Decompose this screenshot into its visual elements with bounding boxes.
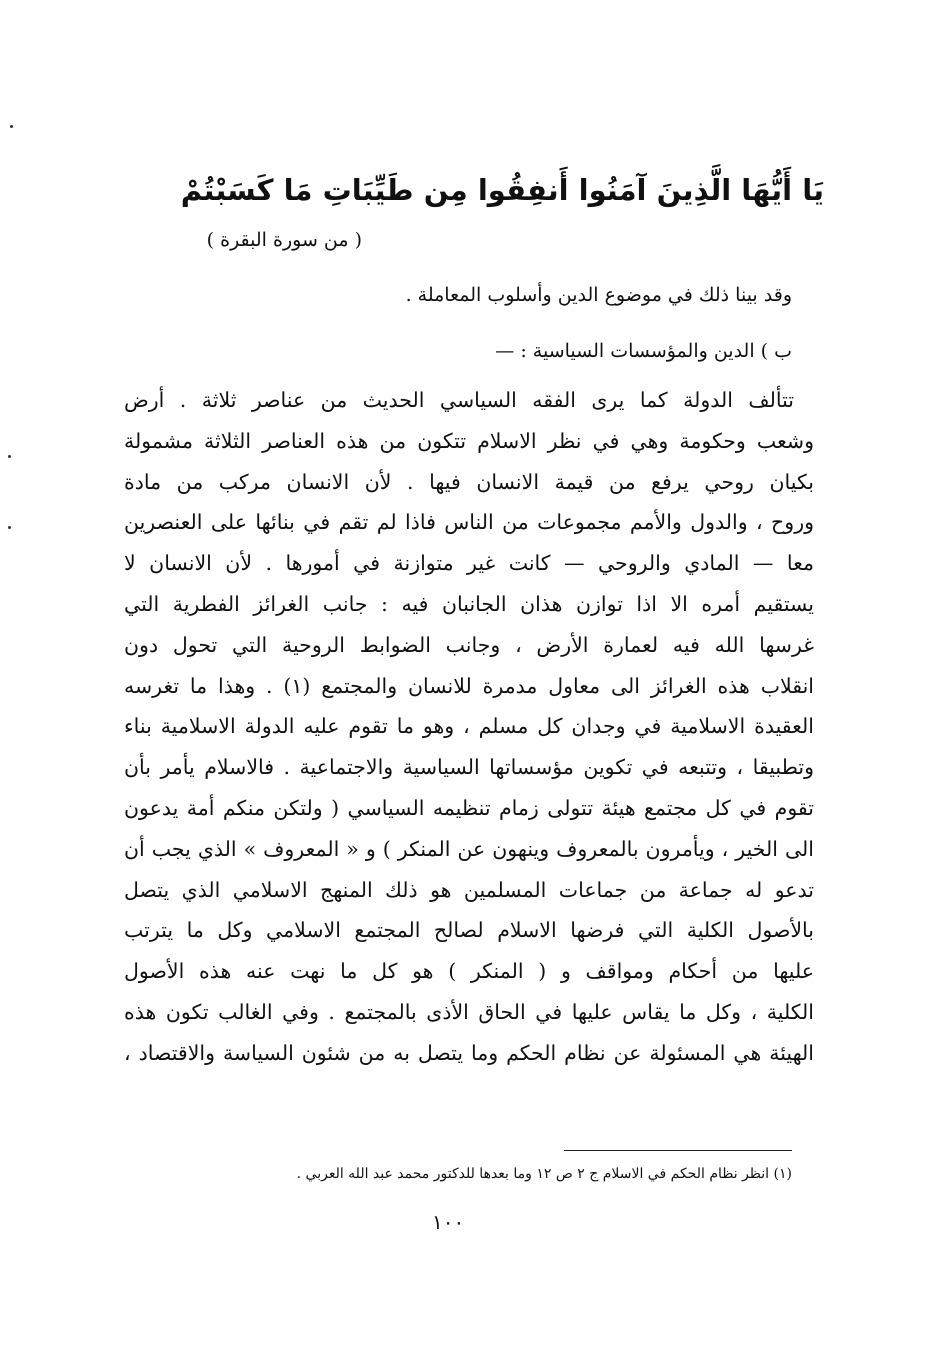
body-line: بكيان روحي يرفع من قيمة الانسان فيها . لأن الانسان مركب من مادة	[124, 469, 814, 494]
footnote: (١) انظر نظام الحكم في الاسلام ج ٢ ص ١٢ وما بعدها للدكتور محمد عبد الله العربي .	[296, 1166, 792, 1182]
body-paragraph	[124, 380, 814, 1074]
scan-speck	[10, 125, 13, 128]
body-line: غرسها الله فيه لعمارة الأرض ، وجانب الضوابط الروحية التي تحول دون	[124, 632, 814, 657]
body-line: الهيئة هي المسئولة عن نظام الحكم وما يتصل به من شئون السياسة والاقتصاد ،	[124, 1040, 814, 1065]
body-line: الكلية ، وكل ما يقاس عليها في الحاق الأذى بالمجتمع . وفي الغالب تكون هذه	[124, 999, 814, 1024]
page-number: ١٠٠	[432, 1210, 465, 1234]
intro-line: وقد بينا ذلك في موضوع الدين وأسلوب المعاملة .	[405, 284, 792, 306]
body-line: العقيدة الاسلامية في وجدان كل مسلم ، وهو ما تقوم عليه الدولة الاسلامية بناء	[124, 714, 814, 739]
body-line: بالأصول الكلية التي فرضها الاسلام لصالح المجتمع الاسلامي وكل ما يترتب	[124, 918, 814, 943]
body-line: وشعب وحكومة وهي في نظر الاسلام تتكون من هذه العناصر الثلاثة مشمولة	[124, 428, 814, 453]
scan-speck	[8, 455, 11, 458]
body-line: معا — المادي والروحي — كانت غير متوازنة في أمورها . لأن الانسان لا	[124, 551, 814, 576]
body-line: وتطبيقا ، وتتبعه في تكوين مؤسساتها السياسية والاجتماعية . فالاسلام يأمر بأن	[124, 755, 814, 780]
body-line: تقوم في كل مجتمع هيئة تتولى زمام تنظيمه السياسي ( ولتكن منكم أمة يدعون	[124, 795, 814, 820]
body-line: الى الخير ، ويأمرون بالمعروف وينهون عن المنكر ) و « المعروف » الذي يجب أن	[124, 836, 814, 861]
body-line: تدعو له جماعة من جماعات المسلمين هو ذلك المنهج الاسلامي الذي يتصل	[124, 877, 814, 902]
verse-source: ( من سورة البقرة )	[206, 229, 362, 251]
body-line: انقلاب هذه الغرائز الى معاول مدمرة للانسان والمجتمع (١) . وهذا ما تغرسه	[124, 673, 814, 698]
body-line: تتألف الدولة كما يرى الفقه السياسي الحديث من عناصر ثلاثة . أرض	[124, 388, 794, 412]
quran-verse: يَا أَيُّهَا الَّذِينَ آمَنُوا أَنفِقُوا مِن طَيِّبَاتِ مَا كَسَبْتُمْ	[180, 173, 824, 207]
section-heading: ب ) الدين والمؤسسات السياسية : —	[495, 340, 792, 362]
footnote-divider	[564, 1150, 792, 1151]
body-line: يستقيم أمره الا اذا توازن هذان الجانبان فيه : جانب الغرائز الفطرية التي	[124, 591, 814, 616]
body-line: وروح ، والدول والأمم مجموعات من الناس فاذا لم تقم في بنائها على العنصرين	[124, 510, 814, 535]
scan-speck	[8, 526, 11, 529]
body-line: عليها من أحكام ومواقف و ( المنكر ) هو كل ما نهت عنه هذه الأصول	[124, 959, 814, 984]
